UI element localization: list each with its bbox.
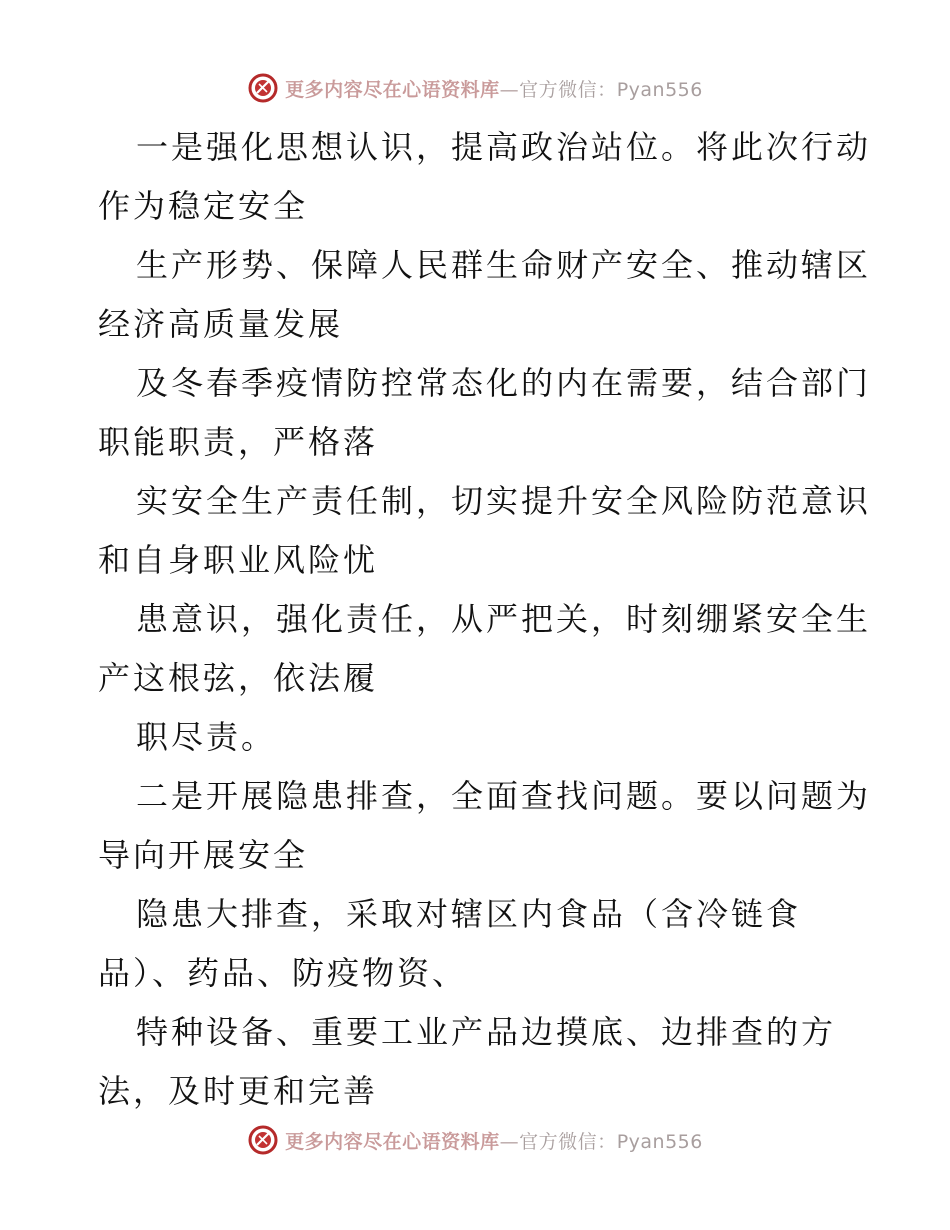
body-line: 实安全生产责任制，切实提升安全风险防范意识 [136, 482, 872, 520]
banner-text [285, 1127, 703, 1154]
banner-wechat-label: 官方微信： [519, 78, 617, 101]
body-line: 患意识，强化责任，从严把关，时刻绷紧安全生 [136, 600, 872, 638]
body-line: 法，及时更和完善 [98, 1072, 379, 1110]
chinese-seal-logo-icon [247, 1124, 279, 1156]
banner-site-text: 更多内容尽在心语资料库 [285, 1130, 500, 1153]
body-line: 特种设备、重要工业产品边摸底、边排查的方 [136, 1013, 837, 1051]
header-banner [0, 68, 950, 108]
banner-dash: — [499, 1130, 520, 1153]
body-line: 经济高质量发展 [98, 305, 344, 343]
body-line: 一是强化思想认识，提高政治站位。将此次行动 [136, 128, 872, 166]
body-line: 产这根弦，依法履 [98, 659, 379, 697]
footer-banner [0, 1120, 950, 1160]
body-line: 及冬春季疫情防控常态化的内在需要，结合部门 [136, 364, 872, 402]
banner-dash: — [499, 78, 520, 101]
body-line: 作为稳定安全 [98, 187, 309, 225]
banner-wechat-id: Pyan556 [616, 78, 703, 101]
banner-text [285, 75, 703, 102]
banner-site-text: 更多内容尽在心语资料库 [285, 78, 500, 101]
body-line: 生产形势、保障人民群生命财产安全、推动辖区 [136, 246, 872, 284]
banner-wechat-id: Pyan556 [616, 1130, 703, 1153]
banner-wechat-label: 官方微信： [519, 1130, 617, 1153]
chinese-seal-logo-icon [247, 72, 279, 104]
body-line: 和自身职业风险忧 [98, 541, 379, 579]
body-line: 导向开展安全 [98, 836, 309, 874]
body-line: 职尽责。 [136, 718, 277, 756]
body-line: 二是开展隐患排查，全面查找问题。要以问题为 [136, 777, 872, 815]
document-body [98, 118, 872, 1121]
body-line: 职能职责，严格落 [98, 423, 379, 461]
body-line: 隐患大排查，采取对辖区内食品（含冷链食 [136, 895, 802, 933]
body-line: 品）、药品、防疫物资、 [98, 954, 468, 992]
